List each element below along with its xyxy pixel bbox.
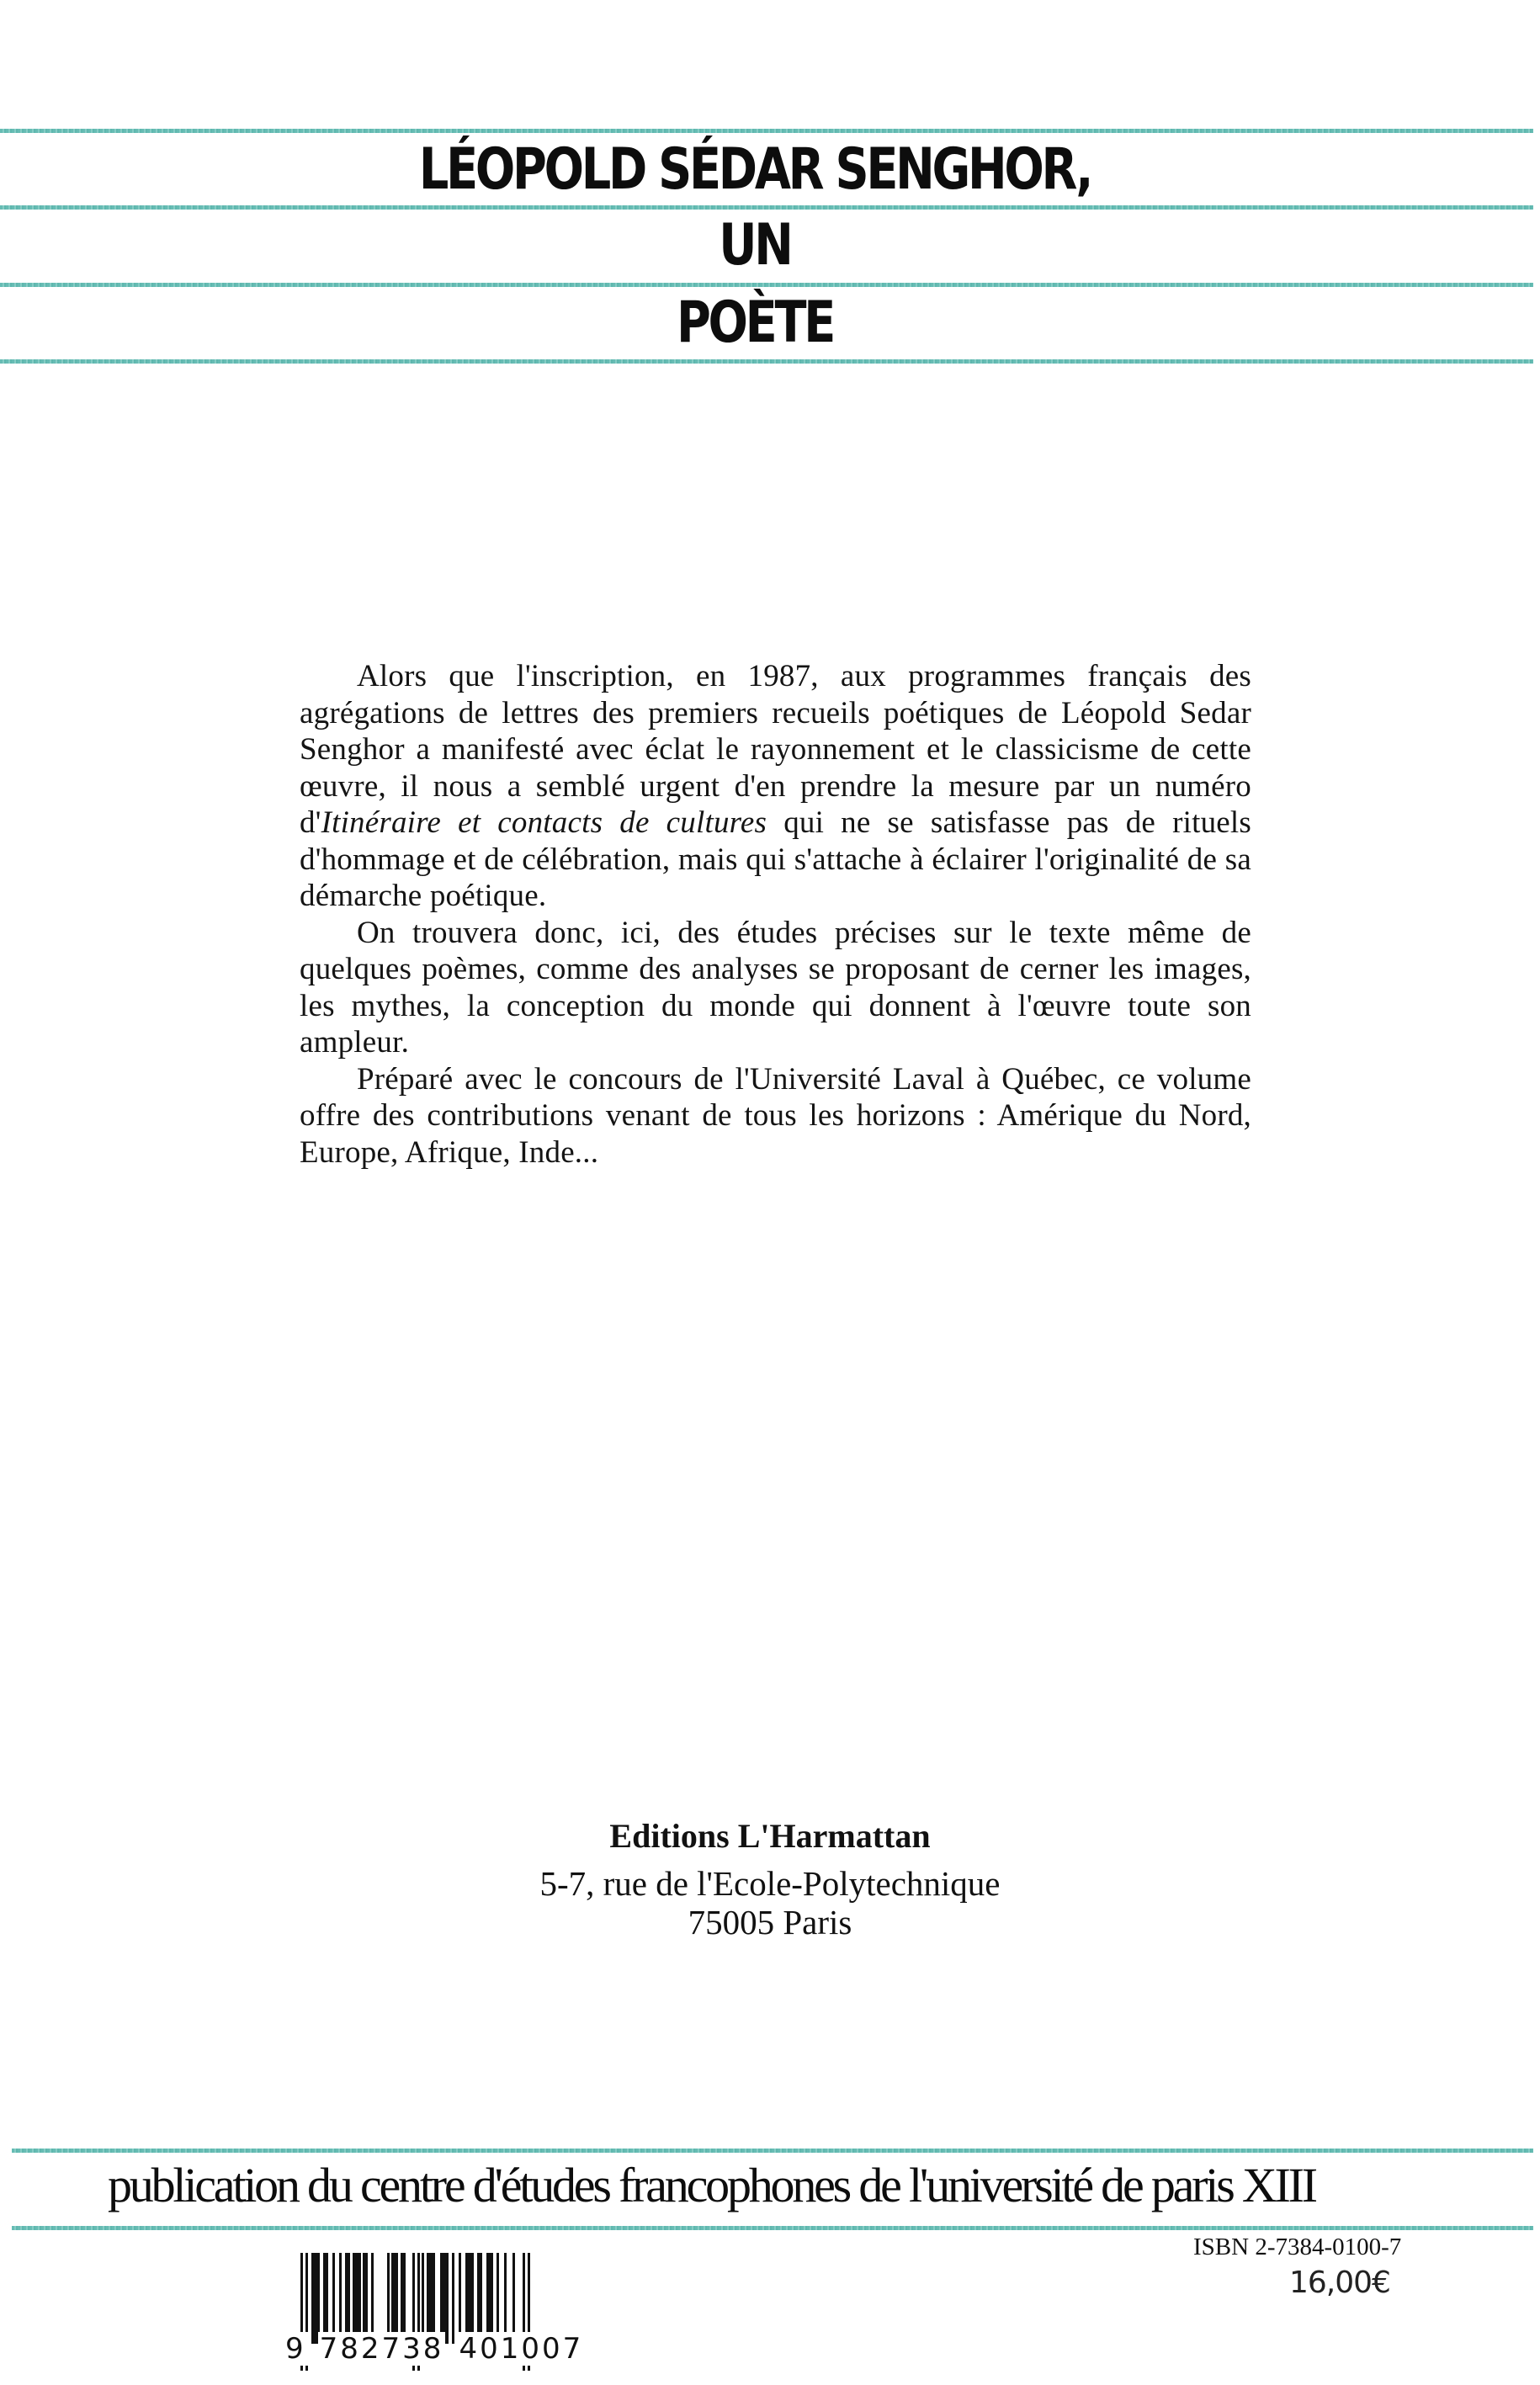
journal-title: Itinéraire et contacts de cultures	[321, 805, 767, 840]
title-rule-1	[0, 129, 1533, 133]
title-rule-3	[0, 283, 1533, 287]
publisher-name: Editions L'Harmattan	[609, 1817, 931, 1855]
barcode-digits	[284, 2332, 585, 2366]
isbn: ISBN 2-7384-0100-7	[1193, 2234, 1402, 2260]
title-rule-2	[0, 205, 1533, 210]
series-statement: publication du centre d'études francophones de l'université de paris XIII	[108, 2158, 1315, 2212]
blurb-text: qui ne se satisfasse pas de rituels d'hommage et de célébration, mais qui s'attache à éclairer l'originalité de sa démarche poétique.	[300, 805, 1251, 913]
publisher-city: 75005 Paris	[688, 1903, 852, 1941]
price: 16,00€	[1289, 2265, 1390, 2300]
footer-rule-top	[12, 2149, 1533, 2153]
footer-rule-bottom	[12, 2226, 1533, 2230]
blurb	[300, 658, 1251, 1171]
blurb-paragraph-1	[300, 658, 1251, 915]
blurb-text: Alors que l'inscription, en 1987, aux programmes français des agrégations de lettres des premiers recueils poétiques de Léopold Sedar Senghor a manifesté avec éclat le rayonnement et le classicisme de cette œuvre, il nous a semblé urgent d'en prendre la mesure par un numéro d'	[300, 659, 1251, 840]
barcode-digits-left: 782738	[319, 2332, 444, 2366]
book-title-line-1: LÉOPOLD SÉDAR SENGHOR,	[418, 136, 1091, 203]
book-title-line-2: UN	[719, 212, 791, 279]
publisher-street: 5-7, rue de l'Ecole-Polytechnique	[539, 1864, 1001, 1903]
barcode-digit-prefix: 9	[285, 2332, 306, 2366]
blurb-paragraph-3: Préparé avec le concours de l'Université Laval à Québec, ce volume offre des contributions venant de tous les horizons : Amérique du Nord, Europe, Afrique, Inde...	[300, 1061, 1251, 1170]
barcode-digits-right: 401007	[459, 2332, 584, 2366]
blurb-paragraph-2: On trouvera donc, ici, des études précises sur le texte même de quelques poèmes, comme des analyses se proposant de cerner les images, les mythes, la conception du monde qui donnent à l'œuvre toute son ampleur.	[300, 915, 1251, 1060]
book-title-line-3: POÈTE	[676, 289, 834, 356]
title-rule-4	[0, 359, 1533, 364]
